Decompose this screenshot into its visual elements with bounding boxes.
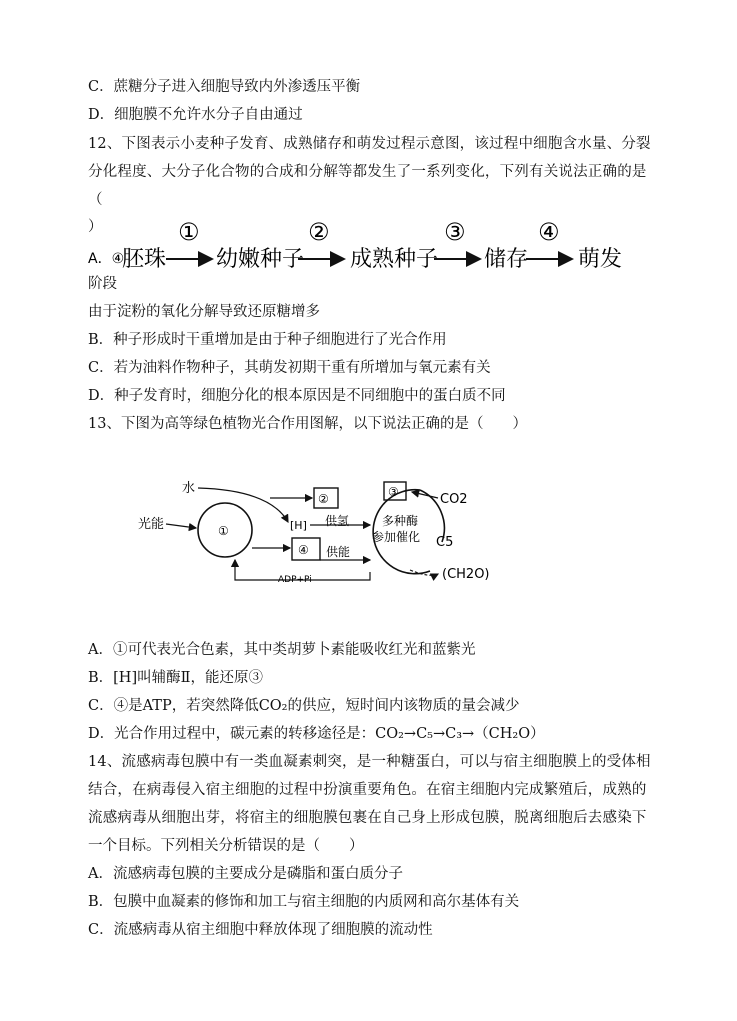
adp-label: ADP+Pi <box>278 575 312 585</box>
node-2-label: ② <box>318 492 329 506</box>
stage-germination: 萌发 <box>578 247 623 272</box>
q12-stem-paren-close: ） <box>88 219 103 235</box>
light-arrow <box>166 524 196 528</box>
stage-storage: 储存 <box>484 247 529 272</box>
q11-option-d: D．细胞膜不允许水分子自由通过 <box>88 107 303 123</box>
q14-option-c: C．流感病毒从宿主细胞中释放体现了细胞膜的流动性 <box>88 922 433 938</box>
stage-mature-seed: 成熟种子 <box>350 247 439 272</box>
q12-option-a-stage: 阶段 <box>88 276 117 292</box>
stage-young-seed: 幼嫩种子 <box>216 247 305 272</box>
q12-option-c: C．若为油料作物种子，其萌发初期干重有所增加与氧元素有关 <box>88 360 491 376</box>
q14-stem-line4: 一个目标。下列相关分析错误的是（ ） <box>88 838 364 854</box>
water-label: 水 <box>182 481 196 496</box>
light-energy-label: 光能 <box>138 517 165 532</box>
q13-option-d: D．光合作用过程中，碳元素的转移途径是：CO₂→C₅→C₃→（CH₂O） <box>88 726 545 742</box>
step-4-label: ④ <box>538 218 560 246</box>
q14-stem-line2: 结合，在病毒侵入宿主细胞的过程中扮演重要角色。在宿主细胞内完成繁殖后，成熟的 <box>88 782 647 798</box>
ch2o-label: (CH2O) <box>442 567 490 582</box>
q13-option-c: C．④是ATP，若突然降低CO₂的供应，短时间内该物质的量会减少 <box>88 698 520 714</box>
q12-option-a-text: 由于淀粉的氧化分解导致还原糖增多 <box>88 304 320 320</box>
q12-option-a-prefix: A．④ <box>88 251 125 267</box>
seed-development-flow-diagram <box>88 216 628 272</box>
supply-energy-label: 供能 <box>326 545 351 559</box>
water-arrow <box>198 488 288 522</box>
node-1-label: ① <box>218 524 229 538</box>
q14-option-b: B．包膜中血凝素的修饰和加工与宿主细胞的内质网和高尔基体有关 <box>88 894 520 910</box>
q13-stem: 13、下图为高等绿色植物光合作用图解，以下说法正确的是（ ） <box>88 416 527 432</box>
q14-stem-line1: 14、流感病毒包膜中有一类血凝素刺突，是一种糖蛋白，可以与宿主细胞膜上的受体相 <box>88 754 651 770</box>
q12-stem-line2: 分化程度、大分子化合物的合成和分解等都发生了一系列变化，下列有关说法正确的是 <box>88 164 647 180</box>
q14-option-a: A．流感病毒包膜的主要成分是磷脂和蛋白质分子 <box>88 866 403 882</box>
q12-option-b: B．种子形成时干重增加是由于种子细胞进行了光合作用 <box>88 332 447 348</box>
supply-hydrogen-label: 供氢 <box>325 514 350 528</box>
q13-option-a: A．①可代表光合色素，其中类胡萝卜素能吸收红光和蓝紫光 <box>88 642 476 658</box>
photosynthesis-diagram <box>120 470 520 595</box>
q12-option-d: D．种子发育时，细胞分化的根本原因是不同细胞中的蛋白质不同 <box>88 388 506 404</box>
q11-option-c: C．蔗糖分子进入细胞导致内外渗透压平衡 <box>88 79 361 95</box>
q12-stem-line1: 12、下图表示小麦种子发育、成熟储存和萌发过程示意图，该过程中细胞含水量、分裂 <box>88 136 651 152</box>
node-3-label: ③ <box>388 485 399 499</box>
q12-stem-paren-open: （ <box>88 192 103 208</box>
enzyme-label-line1: 多种酶 <box>382 514 419 528</box>
step-2-label: ② <box>308 218 330 246</box>
q14-stem-line3: 流感病毒从细胞出芽，将宿主的细胞膜包裹在自己身上形成包膜，脱离细胞后去感染下 <box>88 810 647 826</box>
step-3-label: ③ <box>444 218 466 246</box>
enzyme-label-line2: 参加催化 <box>372 530 421 544</box>
q13-option-b: B．[H]叫辅酶Ⅱ，能还原③ <box>88 670 263 686</box>
node-4-label: ④ <box>298 543 309 557</box>
co2-label: CO2 <box>440 492 468 507</box>
c5-label: C5 <box>436 535 454 550</box>
hydrogen-label: [H] <box>290 519 307 532</box>
stage-ovule: 胚珠 <box>122 247 167 272</box>
step-1-label: ① <box>178 218 200 246</box>
